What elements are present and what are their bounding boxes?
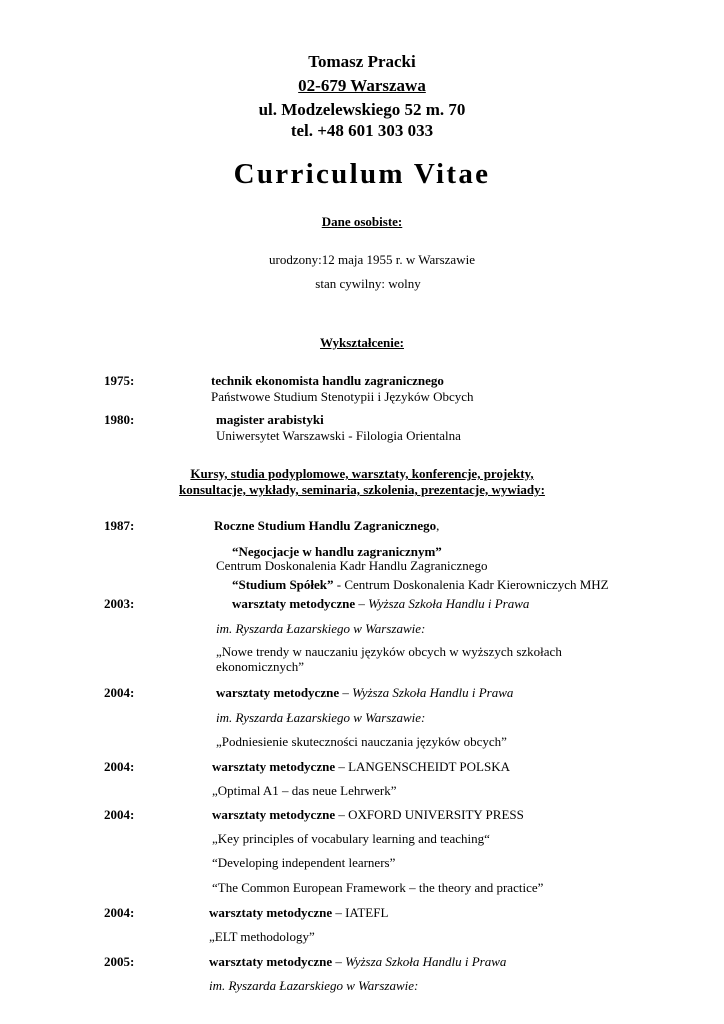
edu-school: Państwowe Studium Stenotypii i Języków Obcych — [211, 389, 474, 404]
author-city — [0, 76, 724, 96]
course-1987-title — [214, 518, 439, 534]
course-1987-negotiation: “Negocjacje w handlu zagranicznym” — [232, 544, 442, 559]
course-2004a-school: Wyższa Szkoła Handlu i Prawa — [352, 685, 514, 700]
course-2004d-workshop — [209, 905, 388, 921]
course-2004b-topic: „Optimal A1 – das neue Lehrwerk” — [212, 783, 397, 798]
course-year: 2003: — [104, 596, 135, 611]
course-year: 1987: — [104, 518, 135, 533]
author-street: ul. Modzelewskiego 52 m. 70 — [258, 100, 466, 119]
course-1987-centre: Centrum Doskonalenia Kadr Handlu Zagranicznego — [216, 558, 488, 573]
course-2003-topic-line1: „Nowe trendy w nauczaniu języków obcych w wyższych szkołach — [216, 644, 562, 659]
course-2003-workshop-label: warsztaty metodyczne — [232, 596, 356, 611]
personal-marital: stan cywilny: wolny — [315, 276, 421, 291]
course-2004c-topic-3: “The Common European Framework – the theory and practice” — [212, 880, 544, 895]
edu-title: technik ekonomista handlu zagranicznego — [211, 373, 444, 388]
course-2003-topic-line2: ekonomicznych” — [216, 659, 305, 674]
courses-heading-line2: konsultacje, wykłady, seminaria, szkolenia, prezentacje, wywiady: — [179, 482, 545, 497]
course-2004b-workshop — [212, 759, 510, 775]
course-year: 2004: — [104, 759, 135, 774]
document-title: Curriculum Vitae — [233, 158, 491, 190]
personal-born: urodzony:12 maja 1955 r. w Warszawie — [269, 252, 475, 267]
course-1987-companies-title: “Studium Spółek” — [232, 577, 334, 592]
course-2004c-topic-1: „Key principles of vocabulary learning and teaching“ — [212, 831, 490, 846]
course-2004c-org: – OXFORD UNIVERSITY PRESS — [335, 807, 524, 822]
course-2003-dash: – — [355, 596, 369, 611]
edu-title: magister arabistyki — [216, 412, 324, 427]
course-2004d-org: – IATEFL — [332, 905, 389, 920]
course-2005-workshop — [209, 954, 506, 970]
course-year: 2004: — [104, 905, 135, 920]
course-2004a-school2: im. Ryszarda Łazarskiego w Warszawie: — [216, 710, 426, 725]
course-year: 2004: — [104, 685, 135, 700]
course-2005-workshop-label: warsztaty metodyczne — [209, 954, 333, 969]
course-1987-companies — [232, 577, 609, 593]
courses-heading-line1: Kursy, studia podyplomowe, warsztaty, konferencje, projekty, — [190, 466, 534, 481]
course-2004a-dash: – — [339, 685, 353, 700]
edu-school: Uniwersytet Warszawski - Filologia Orientalna — [216, 428, 461, 443]
course-2004a-workshop — [216, 685, 513, 701]
course-2004a-workshop-label: warsztaty metodyczne — [216, 685, 340, 700]
edu-year: 1975: — [104, 373, 135, 388]
course-2005-dash: – — [332, 954, 346, 969]
author-phone: tel. +48 601 303 033 — [290, 121, 434, 140]
course-2004a-topic: „Podniesienie skuteczności nauczania języków obcych” — [216, 734, 507, 749]
course-2004c-workshop — [212, 807, 524, 823]
course-2004c-workshop-label: warsztaty metodyczne — [212, 807, 336, 822]
edu-year: 1980: — [104, 412, 135, 427]
course-2004b-workshop-label: warsztaty metodyczne — [212, 759, 336, 774]
course-2003-workshop — [232, 596, 529, 612]
personal-heading: Dane osobiste: — [321, 214, 403, 229]
course-2005-school2: im. Ryszarda Łazarskiego w Warszawie: — [209, 978, 419, 993]
education-heading: Wykształcenie: — [320, 335, 404, 350]
author-name: Tomasz Pracki — [308, 52, 416, 71]
course-2004b-org: – LANGENSCHEIDT POLSKA — [335, 759, 510, 774]
course-1987-companies-rest: - Centrum Doskonalenia Kadr Kierowniczych MHZ — [333, 577, 609, 592]
course-year: 2004: — [104, 807, 135, 822]
course-year: 2005: — [104, 954, 135, 969]
course-1987-title-text: Roczne Studium Handlu Zagranicznego — [214, 518, 437, 533]
course-2004d-topic: „ELT methodology” — [209, 929, 315, 944]
course-2004c-topic-2: “Developing independent learners” — [212, 855, 396, 870]
course-2004d-workshop-label: warsztaty metodyczne — [209, 905, 333, 920]
course-2003-school2: im. Ryszarda Łazarskiego w Warszawie: — [216, 621, 426, 636]
course-2003-school: Wyższa Szkoła Handlu i Prawa — [368, 596, 530, 611]
course-1987-comma: , — [436, 518, 440, 533]
author-city-text: 02-679 Warszawa — [298, 76, 426, 95]
course-2005-school: Wyższa Szkoła Handlu i Prawa — [345, 954, 507, 969]
